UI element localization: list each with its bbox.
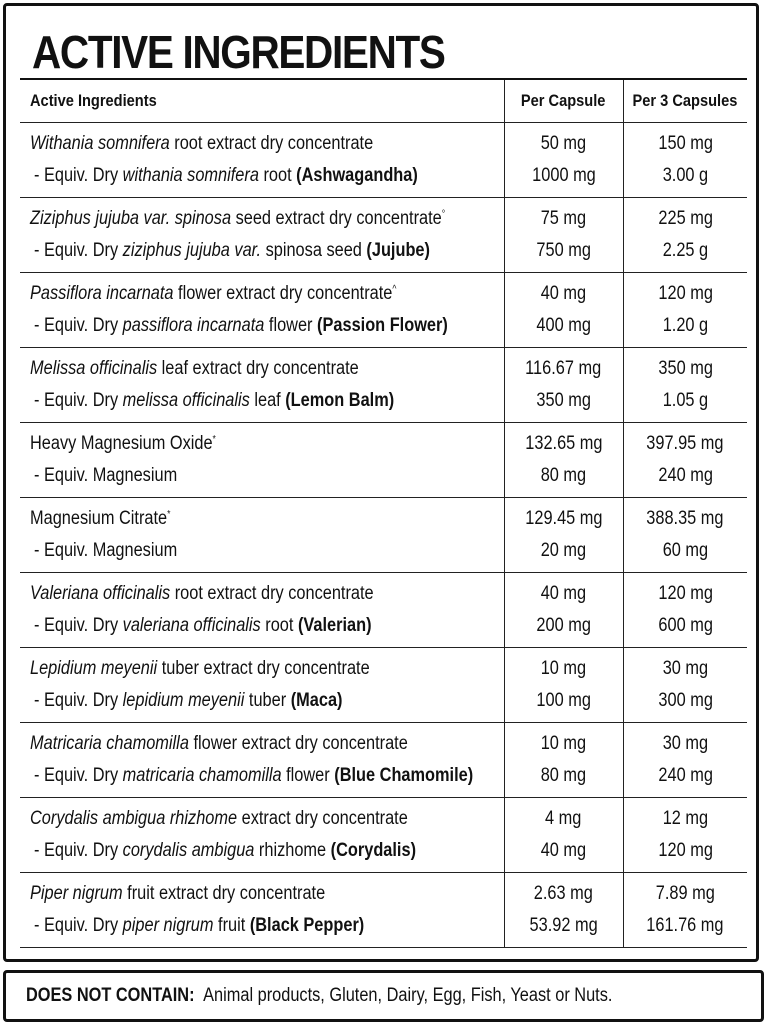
amount-value: 80 mg (540, 765, 587, 786)
footer-text: Animal products, Gluten, Dairy, Egg, Fish, Yeast or Nuts. (203, 985, 613, 1006)
ingredient-extract-line (30, 428, 504, 460)
page-title: ACTIVE INGREDIENTS (32, 26, 445, 78)
amount-value: 75 mg (540, 208, 587, 229)
table-row (20, 273, 747, 348)
footnote-mark: ^ (392, 284, 397, 295)
footnote-mark: * (167, 509, 171, 520)
amount-value: 350 mg (536, 390, 591, 411)
amount-value: 1.20 g (662, 315, 708, 336)
ingredient-text: (Jujube) (366, 240, 430, 261)
per-3-capsules-cell (623, 873, 747, 948)
ingredient-text: Melissa officinalis (30, 358, 158, 379)
ingredient-name-cell (20, 498, 504, 573)
amount-value: 40 mg (540, 583, 587, 604)
per-3-capsules-cell (623, 423, 747, 498)
amount-value: 100 mg (536, 690, 591, 711)
ingredient-text: (Maca) (290, 690, 343, 711)
ingredient-text: Heavy Magnesium Oxide (30, 433, 213, 454)
ingredient-text: root extract dry concentrate (169, 133, 374, 154)
amount-value: 150 mg (657, 133, 713, 154)
amount-value: 80 mg (540, 465, 587, 486)
ingredient-name-cell (20, 648, 504, 723)
ingredient-text: flower (264, 315, 318, 336)
amount-value: 10 mg (540, 733, 587, 754)
ingredient-text: valeriana officinalis (122, 615, 261, 636)
ingredient-text: Passiflora incarnata (30, 283, 174, 304)
ingredient-text: lepidium meyenii (122, 690, 245, 711)
amount-value: 30 mg (662, 658, 708, 679)
per-capsule-cell (504, 648, 623, 723)
column-header-per-capsule: Per Capsule (504, 79, 623, 123)
ingredient-text: (Corydalis) (330, 840, 417, 861)
per-capsule-cell (504, 123, 623, 198)
ingredient-text: corydalis ambigua (122, 840, 255, 861)
per-3-capsules-cell (623, 348, 747, 423)
ingredient-extract-line (30, 353, 504, 385)
ingredient-equivalent-line (30, 235, 504, 267)
amount-value: 129.45 mg (524, 508, 603, 529)
ingredient-text: root (258, 165, 297, 186)
ingredient-extract-line (30, 878, 504, 910)
table-row (20, 498, 747, 573)
ingredient-text: tuber extract dry concentrate (157, 658, 370, 679)
amount-value: 240 mg (657, 465, 713, 486)
column-header-per-3-capsules: Per 3 Capsules (623, 79, 747, 123)
amount-value: 120 mg (657, 583, 713, 604)
ingredient-text: flower extract dry concentrate (188, 733, 408, 754)
ingredient-text: Piper nigrum (30, 883, 123, 904)
amount-value: 600 mg (657, 615, 713, 636)
per-3-capsules-cell (623, 498, 747, 573)
amount-value: 750 mg (536, 240, 591, 261)
amount-value: 388.35 mg (646, 508, 724, 529)
per-capsule-cell (504, 798, 623, 873)
ingredient-text: - Equiv. Magnesium (34, 540, 178, 561)
amount-value: 30 mg (662, 733, 708, 754)
amount-value: 50 mg (540, 133, 587, 154)
table-row (20, 123, 747, 198)
table-row (20, 873, 747, 948)
ingredient-name-cell (20, 723, 504, 798)
ingredient-text: fruit extract dry concentrate (122, 883, 326, 904)
ingredient-extract-line (30, 278, 504, 310)
ingredient-extract-line (30, 503, 504, 535)
per-3-capsules-cell (623, 798, 747, 873)
amount-value: 4 mg (545, 808, 582, 829)
footer-label: DOES NOT CONTAIN: (26, 985, 195, 1006)
per-capsule-cell (504, 423, 623, 498)
amount-value: 116.67 mg (525, 358, 602, 379)
per-capsule-cell (504, 498, 623, 573)
ingredient-equivalent-line (30, 385, 504, 417)
footnote-mark: ° (441, 209, 446, 220)
ingredient-text: withania somnifera (122, 165, 259, 186)
amount-value: 161.76 mg (646, 915, 724, 936)
ingredient-text: (Passion Flower) (317, 315, 448, 336)
ingredient-text: Magnesium Citrate (30, 508, 168, 529)
ingredient-extract-line (30, 803, 504, 835)
ingredient-equivalent-line (30, 910, 504, 942)
per-3-capsules-cell (623, 723, 747, 798)
per-capsule-cell (504, 348, 623, 423)
ingredient-name-cell (20, 573, 504, 648)
amount-value: 12 mg (662, 808, 708, 829)
allergen-footer (3, 970, 764, 1022)
ingredient-text: Ziziphus jujuba var. spinosa (30, 208, 232, 229)
ingredient-text: Valeriana officinalis (30, 583, 171, 604)
table-row (20, 648, 747, 723)
per-capsule-cell (504, 198, 623, 273)
amount-value: 40 mg (540, 283, 587, 304)
ingredient-extract-line (30, 728, 504, 760)
amount-value: 2.25 g (662, 240, 708, 261)
ingredient-text: - Equiv. Dry (34, 165, 123, 186)
amount-value: 2.63 mg (533, 883, 594, 904)
amount-value: 40 mg (540, 840, 587, 861)
ingredient-text: - Equiv. Dry (34, 915, 123, 936)
ingredient-equivalent-line (30, 535, 504, 567)
ingredient-text: root extract dry concentrate (170, 583, 374, 604)
ingredient-text: root (260, 615, 298, 636)
ingredient-text: Lepidium meyenii (30, 658, 158, 679)
ingredient-extract-line (30, 128, 504, 160)
ingredient-text: ziziphus jujuba var. (122, 240, 262, 261)
ingredient-text: spinosa seed (261, 240, 367, 261)
ingredient-name-cell (20, 798, 504, 873)
ingredient-text: passiflora incarnata (122, 315, 265, 336)
ingredient-text: tuber (244, 690, 291, 711)
table-row (20, 348, 747, 423)
ingredient-equivalent-line (30, 310, 504, 342)
ingredient-text: Matricaria chamomilla (30, 733, 189, 754)
ingredient-text: - Equiv. Dry (34, 390, 123, 411)
ingredient-extract-line (30, 653, 504, 685)
ingredient-text: flower extract dry concentrate (173, 283, 393, 304)
amount-value: 225 mg (657, 208, 713, 229)
table-row (20, 798, 747, 873)
ingredient-equivalent-line (30, 760, 504, 792)
amount-value: 240 mg (657, 765, 713, 786)
ingredient-text: (Ashwagandha) (296, 165, 418, 186)
amount-value: 10 mg (540, 658, 587, 679)
ingredient-text: Withania somnifera (30, 133, 170, 154)
ingredient-text: rhizhome (254, 840, 331, 861)
amount-value: 3.00 g (662, 165, 708, 186)
amount-value: 60 mg (662, 540, 708, 561)
per-capsule-cell (504, 273, 623, 348)
ingredient-text: seed extract dry concentrate (231, 208, 442, 229)
table-row (20, 198, 747, 273)
ingredient-equivalent-line (30, 610, 504, 642)
per-capsule-cell (504, 873, 623, 948)
per-capsule-cell (504, 723, 623, 798)
table-row (20, 723, 747, 798)
amount-value: 300 mg (657, 690, 713, 711)
ingredient-extract-line (30, 578, 504, 610)
ingredient-text: melissa officinalis (122, 390, 250, 411)
ingredient-text: flower (281, 765, 335, 786)
amount-value: 7.89 mg (655, 883, 715, 904)
ingredient-text: - Equiv. Dry (34, 315, 123, 336)
ingredient-text: leaf (249, 390, 286, 411)
amount-value: 132.65 mg (524, 433, 603, 454)
per-3-capsules-cell (623, 198, 747, 273)
ingredient-text: (Blue Chamomile) (334, 765, 474, 786)
ingredient-name-cell (20, 873, 504, 948)
ingredient-equivalent-line (30, 460, 504, 492)
ingredient-text: - Equiv. Dry (34, 690, 123, 711)
ingredient-equivalent-line (30, 160, 504, 192)
ingredient-name-cell (20, 423, 504, 498)
amount-value: 1000 mg (531, 165, 596, 186)
ingredient-text: piper nigrum (122, 915, 214, 936)
ingredient-text: - Equiv. Dry (34, 615, 123, 636)
ingredient-text: (Lemon Balm) (285, 390, 395, 411)
ingredient-text: (Black Pepper) (249, 915, 365, 936)
per-3-capsules-cell (623, 123, 747, 198)
amount-value: 120 mg (657, 840, 713, 861)
footnote-mark: * (212, 434, 216, 445)
ingredient-text: extract dry concentrate (237, 808, 408, 829)
ingredient-extract-line (30, 203, 504, 235)
ingredient-text: matricaria chamomilla (122, 765, 282, 786)
ingredient-text: leaf extract dry concentrate (157, 358, 359, 379)
per-3-capsules-cell (623, 573, 747, 648)
ingredient-text: - Equiv. Magnesium (34, 465, 178, 486)
amount-value: 200 mg (536, 615, 591, 636)
ingredient-equivalent-line (30, 835, 504, 867)
ingredient-name-cell (20, 348, 504, 423)
table-row (20, 423, 747, 498)
amount-value: 120 mg (657, 283, 713, 304)
ingredients-table (20, 78, 747, 948)
ingredient-text: - Equiv. Dry (34, 840, 123, 861)
column-header-ingredients: Active Ingredients (20, 79, 504, 123)
ingredient-text: - Equiv. Dry (34, 765, 123, 786)
amount-value: 397.95 mg (646, 433, 724, 454)
per-3-capsules-cell (623, 273, 747, 348)
ingredient-name-cell (20, 123, 504, 198)
ingredient-text: (Valerian) (297, 615, 372, 636)
amount-value: 53.92 mg (529, 915, 598, 936)
amount-value: 1.05 g (662, 390, 708, 411)
ingredient-name-cell (20, 198, 504, 273)
amount-value: 350 mg (657, 358, 713, 379)
per-3-capsules-cell (623, 648, 747, 723)
ingredient-name-cell (20, 273, 504, 348)
per-capsule-cell (504, 573, 623, 648)
table-header-row (20, 79, 747, 123)
amount-value: 20 mg (540, 540, 587, 561)
amount-value: 400 mg (536, 315, 591, 336)
ingredient-text: Corydalis ambigua rhizhome (30, 808, 238, 829)
ingredient-text: fruit (213, 915, 250, 936)
ingredient-equivalent-line (30, 685, 504, 717)
table-row (20, 573, 747, 648)
ingredient-text: - Equiv. Dry (34, 240, 123, 261)
